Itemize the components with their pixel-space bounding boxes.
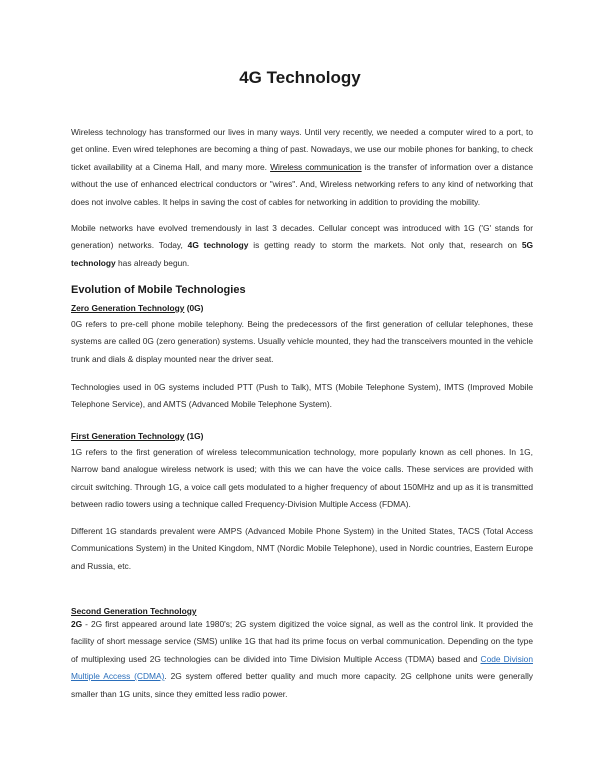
first-gen-paragraph-1: 1G refers to the first generation of wireless telecommunication technology, more popularly known as cell phones. In 1G, Narrow band analogue wireless network is used; with this we can have the voice calls. These services are provided with circuit switching. Through 1G, a voice call gets modulated to a higher frequency of about 150MHz and up as it is transmitted between radio towers using a technique called Frequency-Division Multiple Access (FDMA). bbox=[71, 447, 533, 510]
second-generation-link[interactable]: Second Generation Technology bbox=[71, 606, 197, 616]
first-gen-paragraph-2: Different 1G standards prevalent were AMPS (Advanced Mobile Phone System) in the United States, TACS (Total Access Communications System) in the United Kingdom, NMT (Nordic Mobile Telephone), used in Nordic countries, Eastern Europe and Russia, etc. bbox=[71, 526, 533, 571]
zero-gen-paragraph-1: 0G refers to pre-cell phone mobile telephony. Being the predecessors of the first generation of cellular telephones, these systems are called 0G (zero generation) systems. Usually vehicle mounted, they had the transceivers mounted in the vehicle trunk and dials & display mounted near the driver seat. bbox=[71, 319, 533, 364]
bold-5g-technology: 5G technology bbox=[71, 240, 533, 268]
first-generation-link[interactable]: First Generation Technology bbox=[71, 431, 185, 441]
subheading-first-generation bbox=[71, 431, 533, 441]
intro-paragraph-2 bbox=[71, 220, 533, 272]
intro-text: Wireless technology has transformed our lives in many ways. Until very recently, we needed a computer wired to a port, to get online. Even wired telephones are becoming a thing of past. Nowadays, we use our mobile phones for banking, to check ticket availability at a Cinema Hall, and many more. bbox=[71, 127, 533, 172]
intro-paragraph-1 bbox=[71, 124, 533, 211]
intro-text: Mobile networks have evolved tremendously in last 3 decades. Cellular concept was introduced with 1G ('G' stands for generation) networks. Today, bbox=[71, 223, 533, 251]
page-title: 4G Technology bbox=[239, 68, 361, 87]
bold-4g-technology: 4G technology bbox=[187, 240, 249, 251]
second-gen-paragraph-1 bbox=[71, 616, 533, 703]
section-heading-evolution: Evolution of Mobile Technologies bbox=[71, 284, 246, 296]
cdma-link[interactable]: Code Division Multiple Access (CDMA) bbox=[71, 653, 533, 682]
heading-suffix: (1G) bbox=[184, 431, 204, 441]
intro-text: is getting ready to storm the markets. Not only that, research on bbox=[248, 240, 522, 251]
intro-text: is the transfer of information over a distance without the use of enhanced electrical conductors or "wires". And, Wireless networking refers to any kind of networking that does not involve cables. It helps in saving the cost of cables for networking in addition to providing the mobility. bbox=[71, 161, 533, 207]
bold-2g: 2G bbox=[71, 619, 83, 629]
heading-suffix: (0G) bbox=[184, 303, 204, 313]
intro-text: has already begun. bbox=[115, 257, 190, 268]
subheading-zero-generation bbox=[71, 303, 533, 313]
wireless-communication-link[interactable]: Wireless communication bbox=[270, 161, 362, 172]
second-gen-text: - 2G first appeared around late 1980's; 2G system digitized the voice signal, as well as the control link. It provided the facility of short message service (SMS) unlike 1G that had its prime focus on verbal communication. Depending on the type of multiplexing used 2G technologies can be divided into Time Division Multiple Access (TDMA) based and bbox=[71, 619, 533, 664]
zero-generation-link[interactable]: Zero Generation Technology bbox=[71, 303, 185, 313]
zero-gen-paragraph-2: Technologies used in 0G systems included PTT (Push to Talk), MTS (Mobile Telephone System), IMTS (Improved Mobile Telephone Service), and AMTS (Advanced Mobile Telephone System). bbox=[71, 382, 533, 410]
second-gen-text: . 2G system offered better quality and much more capacity. 2G cellphone units were generally smaller than 1G units, since they emitted less radio power. bbox=[71, 671, 533, 699]
subheading-second-generation bbox=[71, 606, 533, 616]
